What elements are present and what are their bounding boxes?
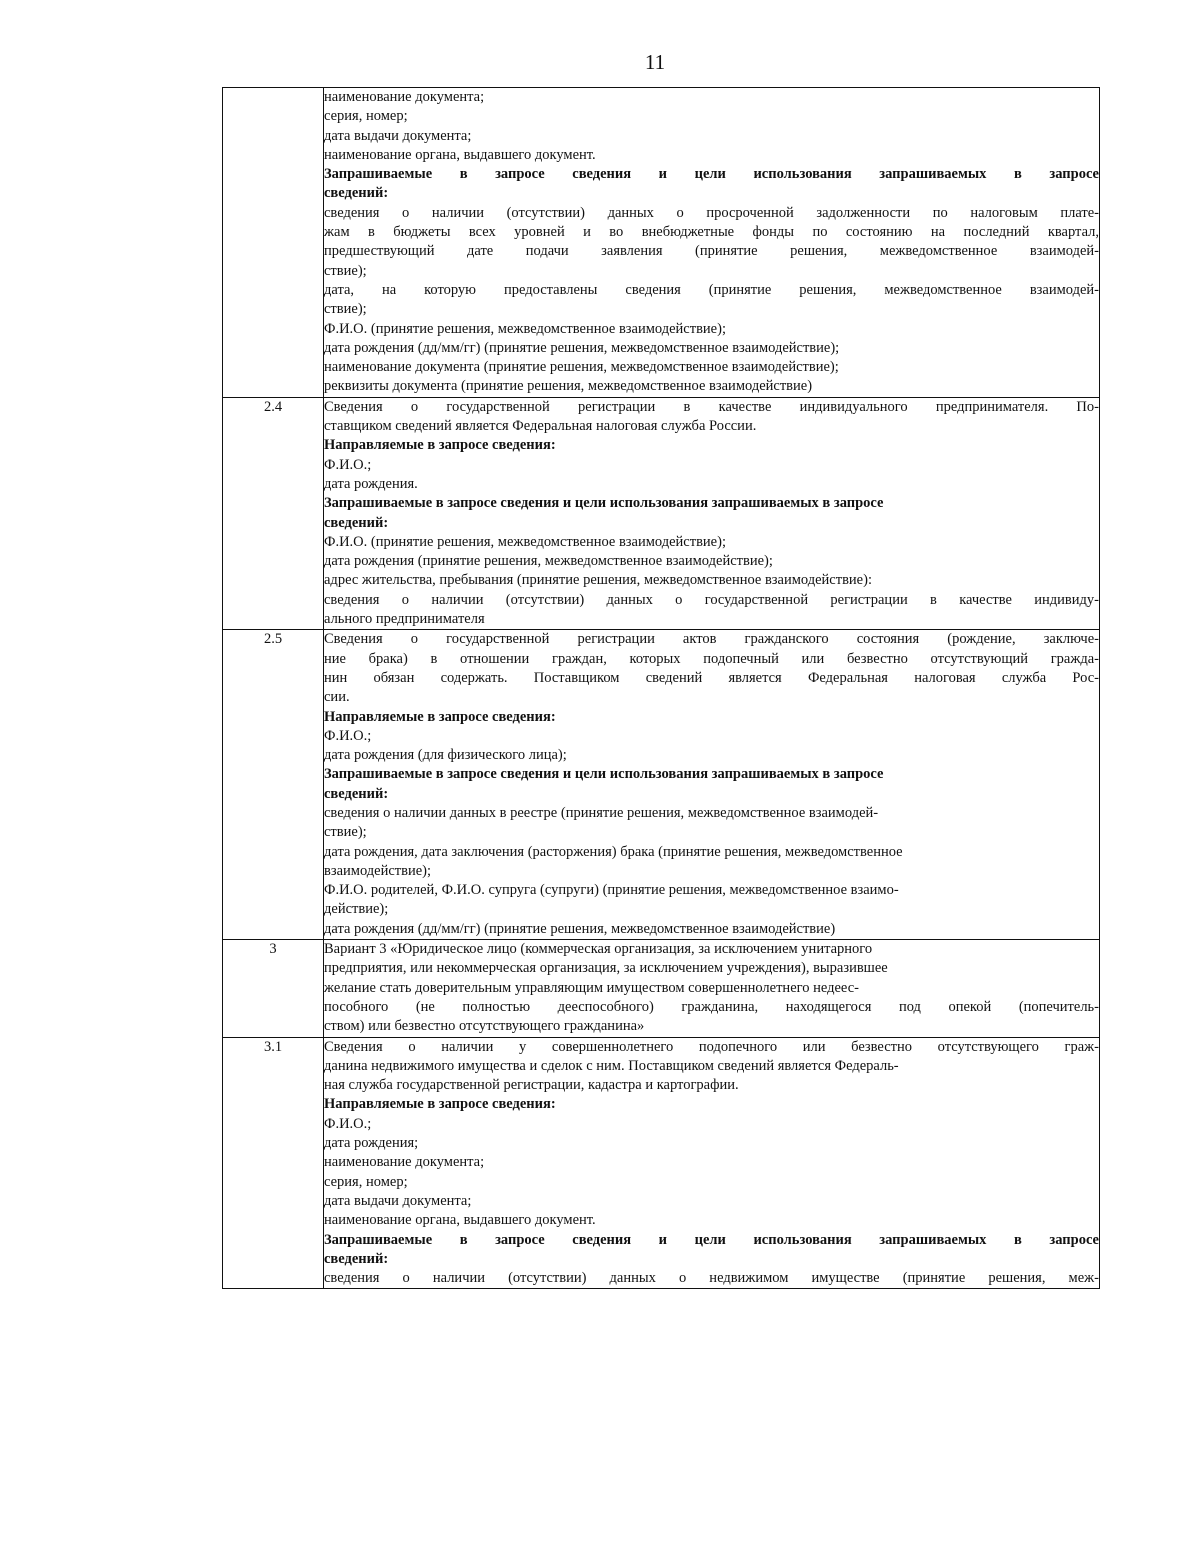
- text-line: дата выдачи документа;: [324, 127, 472, 144]
- text-line: Ф.И.О. (принятие решения, межведомственное взаимодействие);: [324, 320, 726, 337]
- text-line: ставщиком сведений является Федеральная налоговая служба России.: [324, 418, 757, 435]
- text-line: дата выдачи документа;: [324, 1192, 472, 1209]
- text-line: предшествующий дате подачи заявления (принятие решения, межведомственное взаимодей-: [324, 243, 1099, 260]
- section-heading-line: сведений:: [324, 514, 389, 531]
- text-line: сведения о наличии (отсутствии) данных о просроченной задолженности по налоговым плате-: [324, 204, 1099, 221]
- text-line: наименование документа;: [324, 89, 485, 105]
- text-line: ствие);: [324, 262, 367, 279]
- text-line: наименование органа, выдавшего документ.: [324, 146, 596, 163]
- row-content: [324, 940, 1100, 1037]
- text-line: Сведения о наличии у совершеннолетнего подопечного или безвестно отсутствующего граж-: [324, 1038, 1099, 1055]
- table-row: [223, 397, 1100, 630]
- text-line: наименование органа, выдавшего документ.: [324, 1212, 596, 1229]
- text-line: сии.: [324, 689, 350, 706]
- row-content: [324, 1037, 1100, 1289]
- text-line: Ф.И.О. (принятие решения, межведомственное взаимодействие);: [324, 533, 726, 550]
- text-line: дата рождения (принятие решения, межведомственное взаимодействие);: [324, 553, 773, 570]
- section-heading-line: Запрашиваемые в запросе сведения и цели использования запрашиваемых в запросе: [324, 1231, 1099, 1248]
- section-heading-line: сведений:: [324, 785, 389, 802]
- text-line: дата рождения (дд/мм/гг) (принятие решения, межведомственное взаимодействие);: [324, 339, 840, 356]
- text-line: Ф.И.О.;: [324, 727, 372, 744]
- row-number: 2.4: [223, 397, 324, 630]
- text-line: ная служба государственной регистрации, кадастра и картографии.: [324, 1077, 739, 1094]
- text-line: предприятия, или некоммерческая организация, за исключением учреждения), выразившее: [324, 960, 888, 977]
- text-line: дата рождения.: [324, 475, 418, 492]
- text-line: наименование документа;: [324, 1154, 485, 1171]
- text-line: Сведения о государственной регистрации актов гражданского состояния (рождение, заключе-: [324, 631, 1099, 648]
- text-line: действие);: [324, 901, 389, 918]
- table-row: [223, 630, 1100, 940]
- section-heading-line: Направляемые в запросе сведения:: [324, 708, 556, 725]
- text-line: ствие);: [324, 824, 367, 841]
- section-heading-line: Запрашиваемые в запросе сведения и цели использования запрашиваемых в запросе: [324, 166, 1099, 183]
- text-line: ние брака) в отношении граждан, которых подопечный или безвестно отсутствующий гражда-: [324, 650, 1099, 667]
- text-line: реквизиты документа (принятие решения, межведомственное взаимодействие): [324, 378, 813, 395]
- row-number: 3.1: [223, 1037, 324, 1289]
- row-content: [324, 397, 1100, 630]
- section-heading-line: сведений:: [324, 1250, 389, 1267]
- text-line: Ф.И.О.;: [324, 1115, 372, 1132]
- table-body: [223, 88, 1100, 1289]
- text-line: Сведения о государственной регистрации в качестве индивидуального предпринимателя. По-: [324, 398, 1099, 415]
- row-number: [223, 88, 324, 398]
- text-line: серия, номер;: [324, 1173, 408, 1190]
- text-line: дата рождения (для физического лица);: [324, 747, 567, 764]
- row-number: 3: [223, 940, 324, 1037]
- text-line: желание стать доверительным управляющим имуществом совершеннолетнего недеес-: [324, 979, 859, 996]
- page-number: 11: [644, 50, 666, 74]
- section-heading-line: Запрашиваемые в запросе сведения и цели использования запрашиваемых в запросе: [324, 766, 884, 783]
- text-line: Вариант 3 «Юридическое лицо (коммерческая организация, за исключением унитарного: [324, 941, 873, 958]
- row-content: [324, 88, 1100, 398]
- table-row: [223, 1037, 1100, 1289]
- text-line: взаимодействие);: [324, 862, 432, 879]
- text-line: ствие);: [324, 301, 367, 318]
- section-heading-line: Направляемые в запросе сведения:: [324, 1096, 556, 1113]
- text-line: дата, на которую предоставлены сведения (принятие решения, межведомственное взаимодей-: [324, 281, 1099, 298]
- section-heading-line: Направляемые в запросе сведения:: [324, 437, 556, 454]
- section-heading-line: Запрашиваемые в запросе сведения и цели использования запрашиваемых в запросе: [324, 495, 884, 512]
- text-line: дата рождения;: [324, 1135, 419, 1152]
- table-row: [223, 88, 1100, 398]
- text-line: дата рождения (дд/мм/гг) (принятие решения, межведомственное взаимодействие): [324, 920, 836, 937]
- text-line: нин обязан содержать. Поставщиком сведений является Федеральная налоговая служба Рос-: [324, 669, 1099, 686]
- section-heading-line: сведений:: [324, 185, 389, 202]
- text-line: ального предпринимателя: [324, 611, 485, 628]
- text-line: сведения о наличии (отсутствии) данных о государственной регистрации в качестве индивиду-: [324, 591, 1099, 608]
- text-line: данина недвижимого имущества и сделок с ним. Поставщиком сведений является Федераль-: [324, 1057, 899, 1074]
- text-line: дата рождения, дата заключения (расторжения) брака (принятие решения, межведомственное: [324, 843, 903, 860]
- text-line: ством) или безвестно отсутствующего гражданина»: [324, 1018, 645, 1035]
- row-content: [324, 630, 1100, 940]
- row-number: 2.5: [223, 630, 324, 940]
- text-line: сведения о наличии (отсутствии) данных о недвижимом имуществе (принятие решения, меж-: [324, 1270, 1099, 1287]
- table-row: [223, 940, 1100, 1037]
- text-line: адрес жительства, пребывания (принятие решения, межведомственное взаимодействие):: [324, 572, 872, 589]
- text-line: Ф.И.О.;: [324, 456, 372, 473]
- text-line: пособного (не полностью дееспособного) гражданина, находящегося под опекой (попечитель-: [324, 998, 1099, 1015]
- text-line: серия, номер;: [324, 108, 408, 125]
- text-line: наименование документа (принятие решения, межведомственное взаимодействие);: [324, 359, 839, 376]
- text-line: Ф.И.О. родителей, Ф.И.О. супруга (супруги) (принятие решения, межведомственное взаимо-: [324, 882, 899, 899]
- services-table: [222, 87, 1100, 1289]
- text-line: сведения о наличии данных в реестре (принятие решения, межведомственное взаимодей-: [324, 804, 879, 821]
- text-line: жам в бюджеты всех уровней и во внебюджетные фонды по состоянию на последний квартал,: [324, 224, 1099, 241]
